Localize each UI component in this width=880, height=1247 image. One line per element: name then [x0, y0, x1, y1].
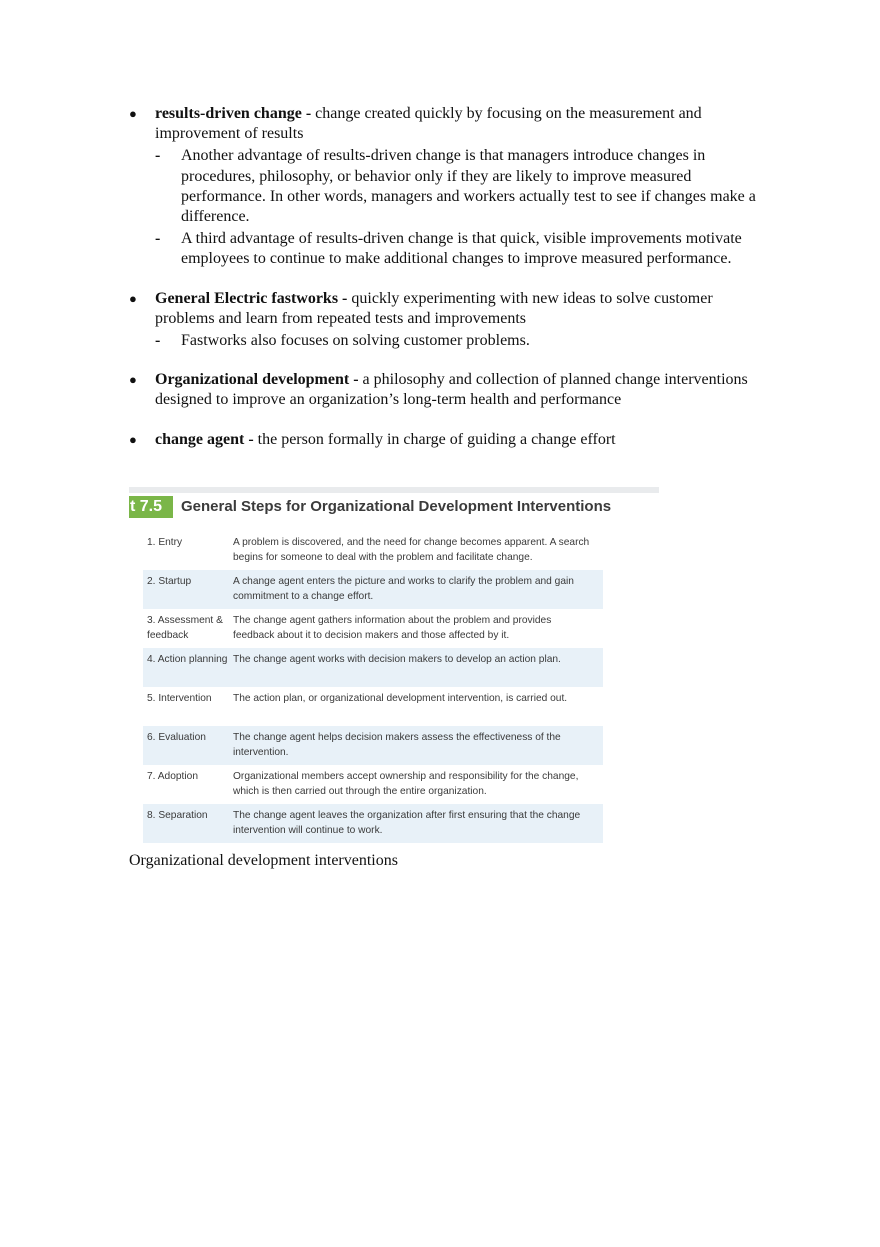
exhibit-figure [129, 487, 659, 843]
step-description: The change agent leaves the organization after first ensuring that the change intervention will continue to work. [233, 810, 581, 836]
step-label: 8. Separation [147, 810, 208, 821]
bullet-organizational-development [129, 370, 769, 410]
step-description: A problem is discovered, and the need for change becomes apparent. A search begins for someone to deal with the problem and facilitate change. [233, 537, 590, 563]
step-label: 7. Adoption [147, 771, 198, 782]
table-row [143, 609, 603, 648]
table-row [143, 687, 603, 726]
step-label: 6. Evaluation [147, 732, 206, 743]
step-label: 5. Intervention [147, 693, 212, 704]
sub-list [155, 331, 769, 351]
bullet-dot: ● [129, 290, 137, 306]
bullet-dot: ● [129, 106, 137, 121]
step-label: 1. Entry [147, 537, 183, 548]
bullet-ge-fastworks [129, 289, 769, 352]
step-label: 2. Startup [147, 576, 192, 587]
table-row [143, 648, 603, 687]
table-row [143, 726, 603, 765]
bullet-dot: ● [129, 372, 137, 388]
step-label: 4. Action planning [147, 654, 228, 665]
figure-caption: Organizational development interventions [129, 852, 398, 869]
table-row [143, 531, 603, 570]
sub-item: - Fastworks also focuses on solving customer problems. [155, 332, 530, 350]
step-description: A change agent enters the picture and works to clarify the problem and gain commitment to a change effort. [233, 576, 574, 602]
table-row [143, 804, 603, 843]
sub-item: - A third advantage of results-driven change is that quick, visible improvements motivate employees to continue to make additional changes to improve measured performance. [155, 230, 742, 268]
definition-list [129, 104, 769, 469]
bullet-definition: quickly experimenting with new ideas to solve customer problems and learn from repeated tests and improvements [155, 289, 713, 327]
step-description: The change agent helps decision makers assess the effectiveness of the intervention. [233, 732, 561, 758]
sub-list [155, 146, 769, 269]
sub-item: - Another advantage of results-driven change is that managers introduce changes in procedures, philosophy, or behavior only if they are likely to improve measured performance. In other words, managers and workers actually test to see if changes make a difference. [155, 147, 756, 226]
exhibit-title: General Steps for Organizational Development Interventions [181, 498, 612, 515]
bullet-change-agent [129, 430, 769, 450]
table-row [143, 570, 603, 609]
bullet-definition: a philosophy and collection of planned change interventions designed to improve an organization’s long-term health and performance [155, 371, 748, 409]
step-description: The change agent gathers information about the problem and provides feedback about it to decision makers and those affected by it. [233, 615, 552, 641]
step-description: Organizational members accept ownership and responsibility for the change, which is then carried out through the entire organization. [233, 771, 579, 797]
bullet-term: General Electric fastworks - [155, 289, 348, 307]
table-row [143, 765, 603, 804]
step-label: 3. Assessment & feedback [147, 615, 223, 641]
step-description: The change agent works with decision makers to develop an action plan. [233, 654, 561, 665]
bullet-definition: change created quickly by focusing on the measurement and improvement of results [155, 105, 702, 143]
bullet-dot: ● [129, 431, 137, 447]
bullet-term: Organizational development - [155, 371, 359, 389]
bullet-definition: the person formally in charge of guiding a change effort [253, 430, 616, 448]
step-description: The action plan, or organizational development intervention, is carried out. [233, 693, 568, 704]
bullet-term: change agent - [155, 430, 254, 448]
exhibit-number-badge: t 7.5 [129, 496, 173, 518]
bullet-results-driven-change [129, 104, 769, 270]
exhibit-steps-table [143, 531, 603, 843]
exhibit-top-bar [129, 487, 659, 493]
bullet-term: results-driven change - [155, 105, 312, 122]
